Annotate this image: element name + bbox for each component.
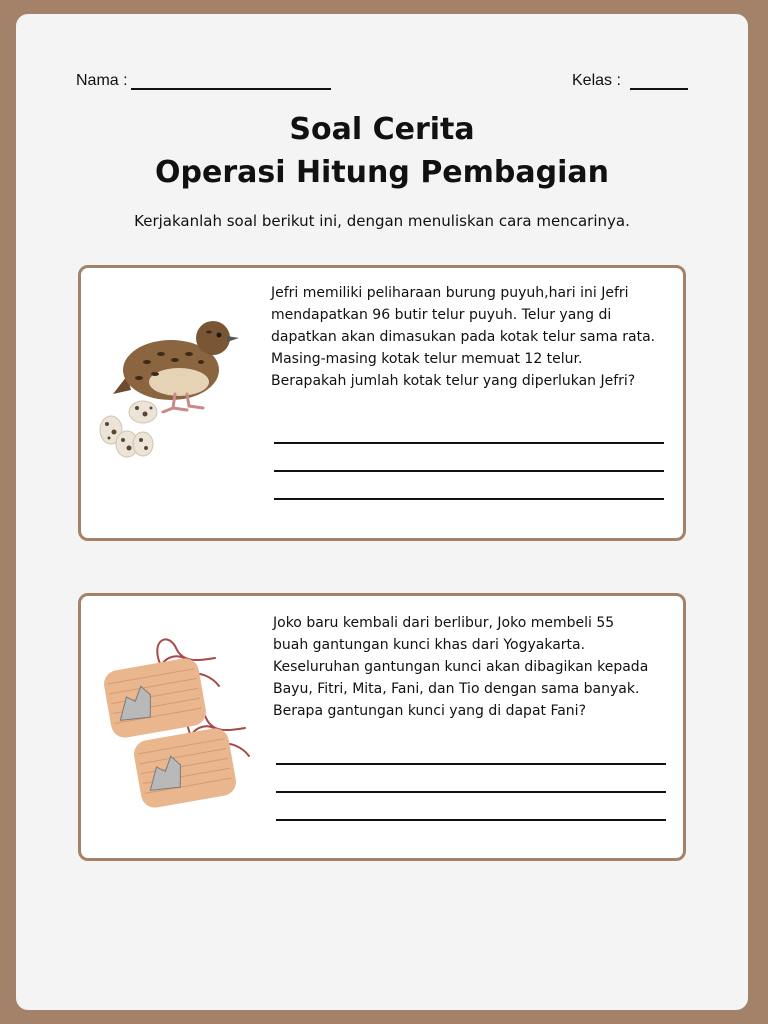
answer-line[interactable]: [274, 470, 664, 472]
instruction-text: Kerjakanlah soal berikut ini, dengan menuliskan cara mencarinya.: [134, 212, 630, 230]
answer-line[interactable]: [276, 791, 666, 793]
page-subtitle: Operasi Hitung Pembagian: [155, 155, 609, 190]
question-1-text: Jefri memiliki peliharaan burung puyuh,hari ini Jefri mendapatkan 96 butir telur puyuh. Telur yang di dapatkan akan dimasukan pada kotak telur sama rata. Masing-masing kotak telur memuat 12 telur. Berapakah jumlah kotak telur yang diperlukan Jefri?: [271, 285, 656, 389]
question-card-2: [78, 593, 686, 861]
quail-with-eggs-icon: [95, 298, 245, 468]
question-2-text: Joko baru kembali dari berlibur, Joko membeli 55 buah gantungan kunci khas dari Yogyakarta. Keseluruhan gantungan kunci akan dibagikan kepada Bayu, Fitri, Mita, Fani, dan Tio dengan sama banyak. Berapa gantungan kunci yang di dapat Fani?: [273, 615, 649, 719]
class-field-line[interactable]: [630, 88, 688, 90]
class-label: Kelas :: [572, 72, 621, 89]
page-title: Soal Cerita: [289, 112, 475, 147]
worksheet-page: [16, 14, 748, 1010]
question-card-1: [78, 265, 686, 541]
name-label: Nama :: [76, 72, 128, 89]
answer-line[interactable]: [276, 819, 666, 821]
answer-line[interactable]: [276, 763, 666, 765]
name-field-line[interactable]: [131, 88, 331, 90]
answer-line[interactable]: [274, 442, 664, 444]
answer-line[interactable]: [274, 498, 664, 500]
woven-keychains-icon: [99, 620, 259, 810]
